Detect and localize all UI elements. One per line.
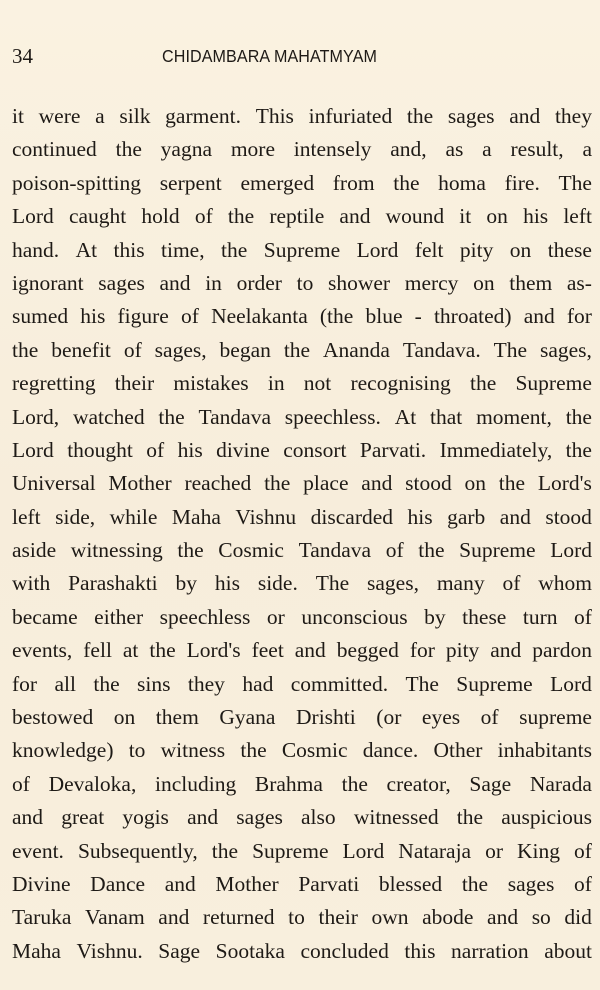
word: the (406, 104, 434, 128)
word: Lord (550, 538, 592, 563)
word: many (436, 571, 485, 596)
word: Lord (550, 671, 592, 696)
word: by (175, 571, 198, 596)
word: by (424, 604, 446, 629)
word: side. (257, 571, 298, 596)
word: Vishnu. (76, 938, 143, 963)
word: order (236, 270, 282, 295)
word: regretting (12, 371, 96, 396)
word: begged (336, 638, 399, 663)
word: these (462, 604, 507, 629)
word: they (554, 104, 592, 128)
word: Sage (469, 771, 512, 796)
word: fell (83, 638, 112, 663)
word: sages (236, 805, 283, 830)
word: sages, (539, 337, 592, 362)
word: garment. (165, 104, 241, 128)
word: sages, (154, 337, 207, 362)
text-line (12, 334, 592, 367)
word: turn (522, 604, 558, 629)
word: Supreme (459, 538, 536, 563)
word: Tandava (298, 538, 372, 563)
word: great (61, 805, 105, 830)
word: the (177, 538, 204, 563)
word: these (547, 237, 592, 262)
word: intensely (293, 137, 372, 162)
word: watched (72, 404, 145, 429)
word: his (177, 437, 203, 462)
text-line (12, 935, 592, 968)
word: and (164, 871, 196, 896)
word: more (230, 137, 275, 162)
word: as- (566, 270, 592, 295)
word: discarded (310, 504, 394, 529)
word: Vishnu (235, 504, 297, 529)
text-line (12, 567, 592, 600)
word: yagna (160, 137, 213, 162)
word: feet (251, 638, 284, 663)
word: on (113, 705, 136, 730)
word: the (456, 805, 484, 830)
word: to (288, 905, 305, 930)
word: this (113, 237, 145, 262)
text-line (12, 668, 592, 701)
word: the (565, 404, 592, 429)
word: recognising (350, 371, 451, 396)
word: his (80, 304, 106, 329)
word: Brahma (254, 771, 323, 796)
word: or (485, 838, 504, 863)
word: whom (538, 571, 592, 596)
text-line (12, 467, 592, 500)
text-line (12, 901, 592, 934)
word: left (563, 204, 592, 229)
word: his (407, 504, 433, 529)
word: about (544, 938, 592, 963)
word: to (296, 270, 314, 295)
word: throated) (433, 304, 512, 329)
word: continued (12, 137, 97, 162)
word: in (205, 270, 222, 295)
word: Maha (171, 504, 221, 529)
text-line (12, 601, 592, 634)
word: at (122, 638, 139, 663)
word: of (194, 204, 213, 229)
word: Drishti (296, 705, 356, 730)
word: Immediately, (439, 437, 553, 462)
word: Supreme (456, 671, 533, 696)
word: At (75, 237, 98, 262)
word: shower (327, 270, 391, 295)
word: and (361, 471, 393, 496)
running-title: CHIDAMBARA MAHATMYAM (162, 46, 378, 66)
word: auspicious (501, 805, 592, 830)
word: and (339, 204, 371, 229)
word: result, (510, 137, 564, 162)
word: left (12, 504, 41, 529)
word: Taruka (12, 905, 72, 930)
text-line (12, 835, 592, 868)
word: and (187, 805, 219, 830)
word: Lord (12, 204, 54, 229)
word: own (371, 905, 409, 930)
word: Lord, (12, 404, 60, 429)
word: had (242, 671, 274, 696)
word: the (418, 538, 445, 563)
word: did (564, 905, 592, 930)
text-line (12, 768, 592, 801)
word: pity (445, 638, 480, 663)
word: witness (160, 738, 226, 763)
text-line (12, 367, 592, 400)
word: hold (141, 204, 180, 229)
word: inhabitants (497, 738, 592, 763)
word: thought (67, 437, 133, 462)
word: hand. (12, 237, 60, 262)
word: Neelakanta (211, 304, 308, 329)
word: side, (55, 504, 96, 529)
word: either (94, 604, 144, 629)
word: reptile (269, 204, 325, 229)
word: the (283, 337, 311, 362)
word: stood (545, 504, 592, 529)
word: so (531, 905, 551, 930)
word: the (498, 471, 526, 496)
word: Supreme (263, 237, 341, 262)
word: for (409, 638, 435, 663)
word: creator, (386, 771, 451, 796)
text-line (12, 501, 592, 534)
word: Tandava. (402, 337, 481, 362)
word: the (461, 871, 489, 896)
word: Mother (215, 871, 279, 896)
word: and (487, 905, 519, 930)
word: it (459, 204, 472, 229)
word: Cosmic (281, 738, 348, 763)
word: Divine (12, 871, 71, 896)
word: place (303, 471, 349, 496)
text-line (12, 534, 592, 567)
word: and (159, 270, 191, 295)
word: At (394, 404, 417, 429)
word: while (109, 504, 158, 529)
word: Lord's (186, 638, 241, 663)
word: benefit (51, 337, 111, 362)
word: narration (451, 938, 529, 963)
word: not (303, 371, 332, 396)
word: Supreme (515, 371, 592, 396)
word: and, (390, 137, 427, 162)
word: Ananda (323, 337, 390, 362)
word: the (93, 671, 120, 696)
word: aside (12, 538, 57, 563)
word: sages (447, 104, 495, 128)
word: consort (283, 437, 347, 462)
word: Sootaka (215, 938, 285, 963)
word: and (158, 905, 190, 930)
word: mistakes (173, 371, 249, 396)
word: pity (459, 237, 494, 262)
word: dance. (362, 738, 419, 763)
word: including (155, 771, 237, 796)
text-line (12, 267, 592, 300)
word: the (393, 170, 420, 195)
word: Parvati (298, 871, 360, 896)
word: The (558, 170, 592, 195)
word: The (493, 337, 528, 362)
text-line (12, 734, 592, 767)
word: a (582, 137, 592, 162)
word: of (146, 437, 165, 462)
word: and (509, 104, 541, 128)
word: their (114, 371, 155, 396)
word: on (464, 471, 486, 496)
word: in (267, 371, 285, 396)
word: sumed (12, 304, 69, 329)
word: Vanam (84, 905, 145, 930)
text-line (12, 234, 592, 267)
word: to (128, 738, 146, 763)
word: the (341, 771, 368, 796)
word: sages, (367, 571, 419, 596)
word: Parvati. (359, 437, 427, 462)
word: the (240, 738, 267, 763)
word: figure (117, 304, 169, 329)
word: time, (161, 237, 205, 262)
word: speechless. (284, 404, 381, 429)
word: of (574, 838, 592, 863)
word: of (123, 337, 142, 362)
word: of (181, 304, 199, 329)
text-line (12, 167, 592, 200)
word: Narada (529, 771, 592, 796)
word: Subsequently, (77, 838, 198, 863)
word: of (502, 571, 521, 596)
word: his (214, 571, 240, 596)
word: stood (405, 471, 452, 496)
text-line (12, 801, 592, 834)
word: witnessing (70, 538, 163, 563)
word: Maha (12, 938, 61, 963)
word: sages (507, 871, 555, 896)
word: concluded (300, 938, 389, 963)
word: also (301, 805, 336, 830)
word: supreme (519, 705, 592, 730)
word: knowledge) (12, 738, 114, 763)
word: for (12, 671, 38, 696)
word: on (486, 204, 508, 229)
text-line (12, 701, 592, 734)
text-line (12, 868, 592, 901)
word: blue (365, 304, 403, 329)
word: event. (12, 838, 64, 863)
word: Tandava (198, 404, 271, 429)
word: they (187, 671, 225, 696)
text-line (12, 133, 592, 166)
text-line (12, 100, 592, 133)
word: yogis (122, 805, 169, 830)
word: and (523, 304, 555, 329)
word: of (574, 604, 592, 629)
text-line (12, 401, 592, 434)
word: Mother (108, 471, 172, 496)
word: and (12, 805, 44, 830)
word: caught (68, 204, 127, 229)
word: felt (414, 237, 444, 262)
word: abode (422, 905, 474, 930)
word: with (12, 571, 51, 596)
word: events, (12, 638, 73, 663)
word: (the (319, 304, 354, 329)
word: the (264, 471, 291, 496)
word: mercy (404, 270, 459, 295)
word: became (12, 604, 78, 629)
word: Universal (12, 471, 96, 496)
word: committed. (290, 671, 389, 696)
word: Cosmic (218, 538, 284, 563)
word: (or (376, 705, 402, 730)
word: the (149, 638, 176, 663)
word: the (158, 404, 185, 429)
word: pardon (532, 638, 592, 663)
word: them (509, 270, 553, 295)
word: Supreme (252, 838, 329, 863)
word: all (54, 671, 76, 696)
word: this (404, 938, 436, 963)
word: their (318, 905, 358, 930)
word: as (445, 137, 464, 162)
word: speechless (159, 604, 251, 629)
word: divine (216, 437, 270, 462)
page-number: 34 (12, 44, 33, 68)
word: a (95, 104, 105, 128)
word: blessed (378, 871, 443, 896)
word: silk (119, 104, 151, 128)
word: and (294, 638, 326, 663)
word: began (219, 337, 271, 362)
text-line (12, 300, 592, 333)
word: witnessed (353, 805, 439, 830)
word: of (573, 871, 592, 896)
word: of (385, 538, 404, 563)
word: Lord (12, 437, 54, 462)
word: Gyana (219, 705, 276, 730)
word: a (482, 137, 492, 162)
word: the (227, 204, 255, 229)
word: them (155, 705, 199, 730)
word: bestowed (12, 705, 94, 730)
word: The (315, 571, 350, 596)
word: the (115, 137, 142, 162)
word: and (490, 638, 522, 663)
word: ignorant (12, 270, 84, 295)
word: Lord's (537, 471, 592, 496)
word: moment, (476, 404, 552, 429)
word: were (38, 104, 81, 128)
word: of (12, 771, 30, 796)
word: Lord (356, 237, 399, 262)
word: emerged (240, 170, 315, 195)
word: homa (438, 170, 486, 195)
word: Nataraja (398, 838, 472, 863)
word: This (255, 104, 294, 128)
word: of (480, 705, 499, 730)
word: eyes (421, 705, 461, 730)
word: and (499, 504, 531, 529)
word: reached (184, 471, 252, 496)
word: Sage (158, 938, 201, 963)
word: wound (385, 204, 445, 229)
word: his (523, 204, 549, 229)
body-text (12, 100, 592, 968)
word: the (469, 371, 497, 396)
word: Other (433, 738, 483, 763)
word: it (12, 104, 24, 128)
word: or (266, 604, 285, 629)
word: unconscious (301, 604, 408, 629)
word: serpent (159, 170, 222, 195)
word: garb (447, 504, 486, 529)
word: the (221, 237, 248, 262)
text-line (12, 634, 592, 667)
word: sages (98, 270, 145, 295)
word: from (332, 170, 375, 195)
text-line (12, 200, 592, 233)
page-header (12, 44, 592, 74)
word: the (565, 437, 592, 462)
word: fire. (504, 170, 540, 195)
word: King (517, 838, 561, 863)
word: - (414, 304, 422, 329)
word: the (211, 838, 239, 863)
word: The (405, 671, 439, 696)
word: Devaloka, (48, 771, 137, 796)
word: on (509, 237, 532, 262)
word: Parashakti (68, 571, 158, 596)
word: for (566, 304, 592, 329)
word: sins (137, 671, 171, 696)
word: on (473, 270, 495, 295)
word: poison-spitting (12, 170, 142, 195)
word: that (430, 404, 463, 429)
word: Lord (342, 838, 385, 863)
text-line (12, 434, 592, 467)
word: Dance (90, 871, 146, 896)
word: infuriated (308, 104, 393, 128)
word: returned (202, 905, 275, 930)
word: the (12, 337, 39, 362)
